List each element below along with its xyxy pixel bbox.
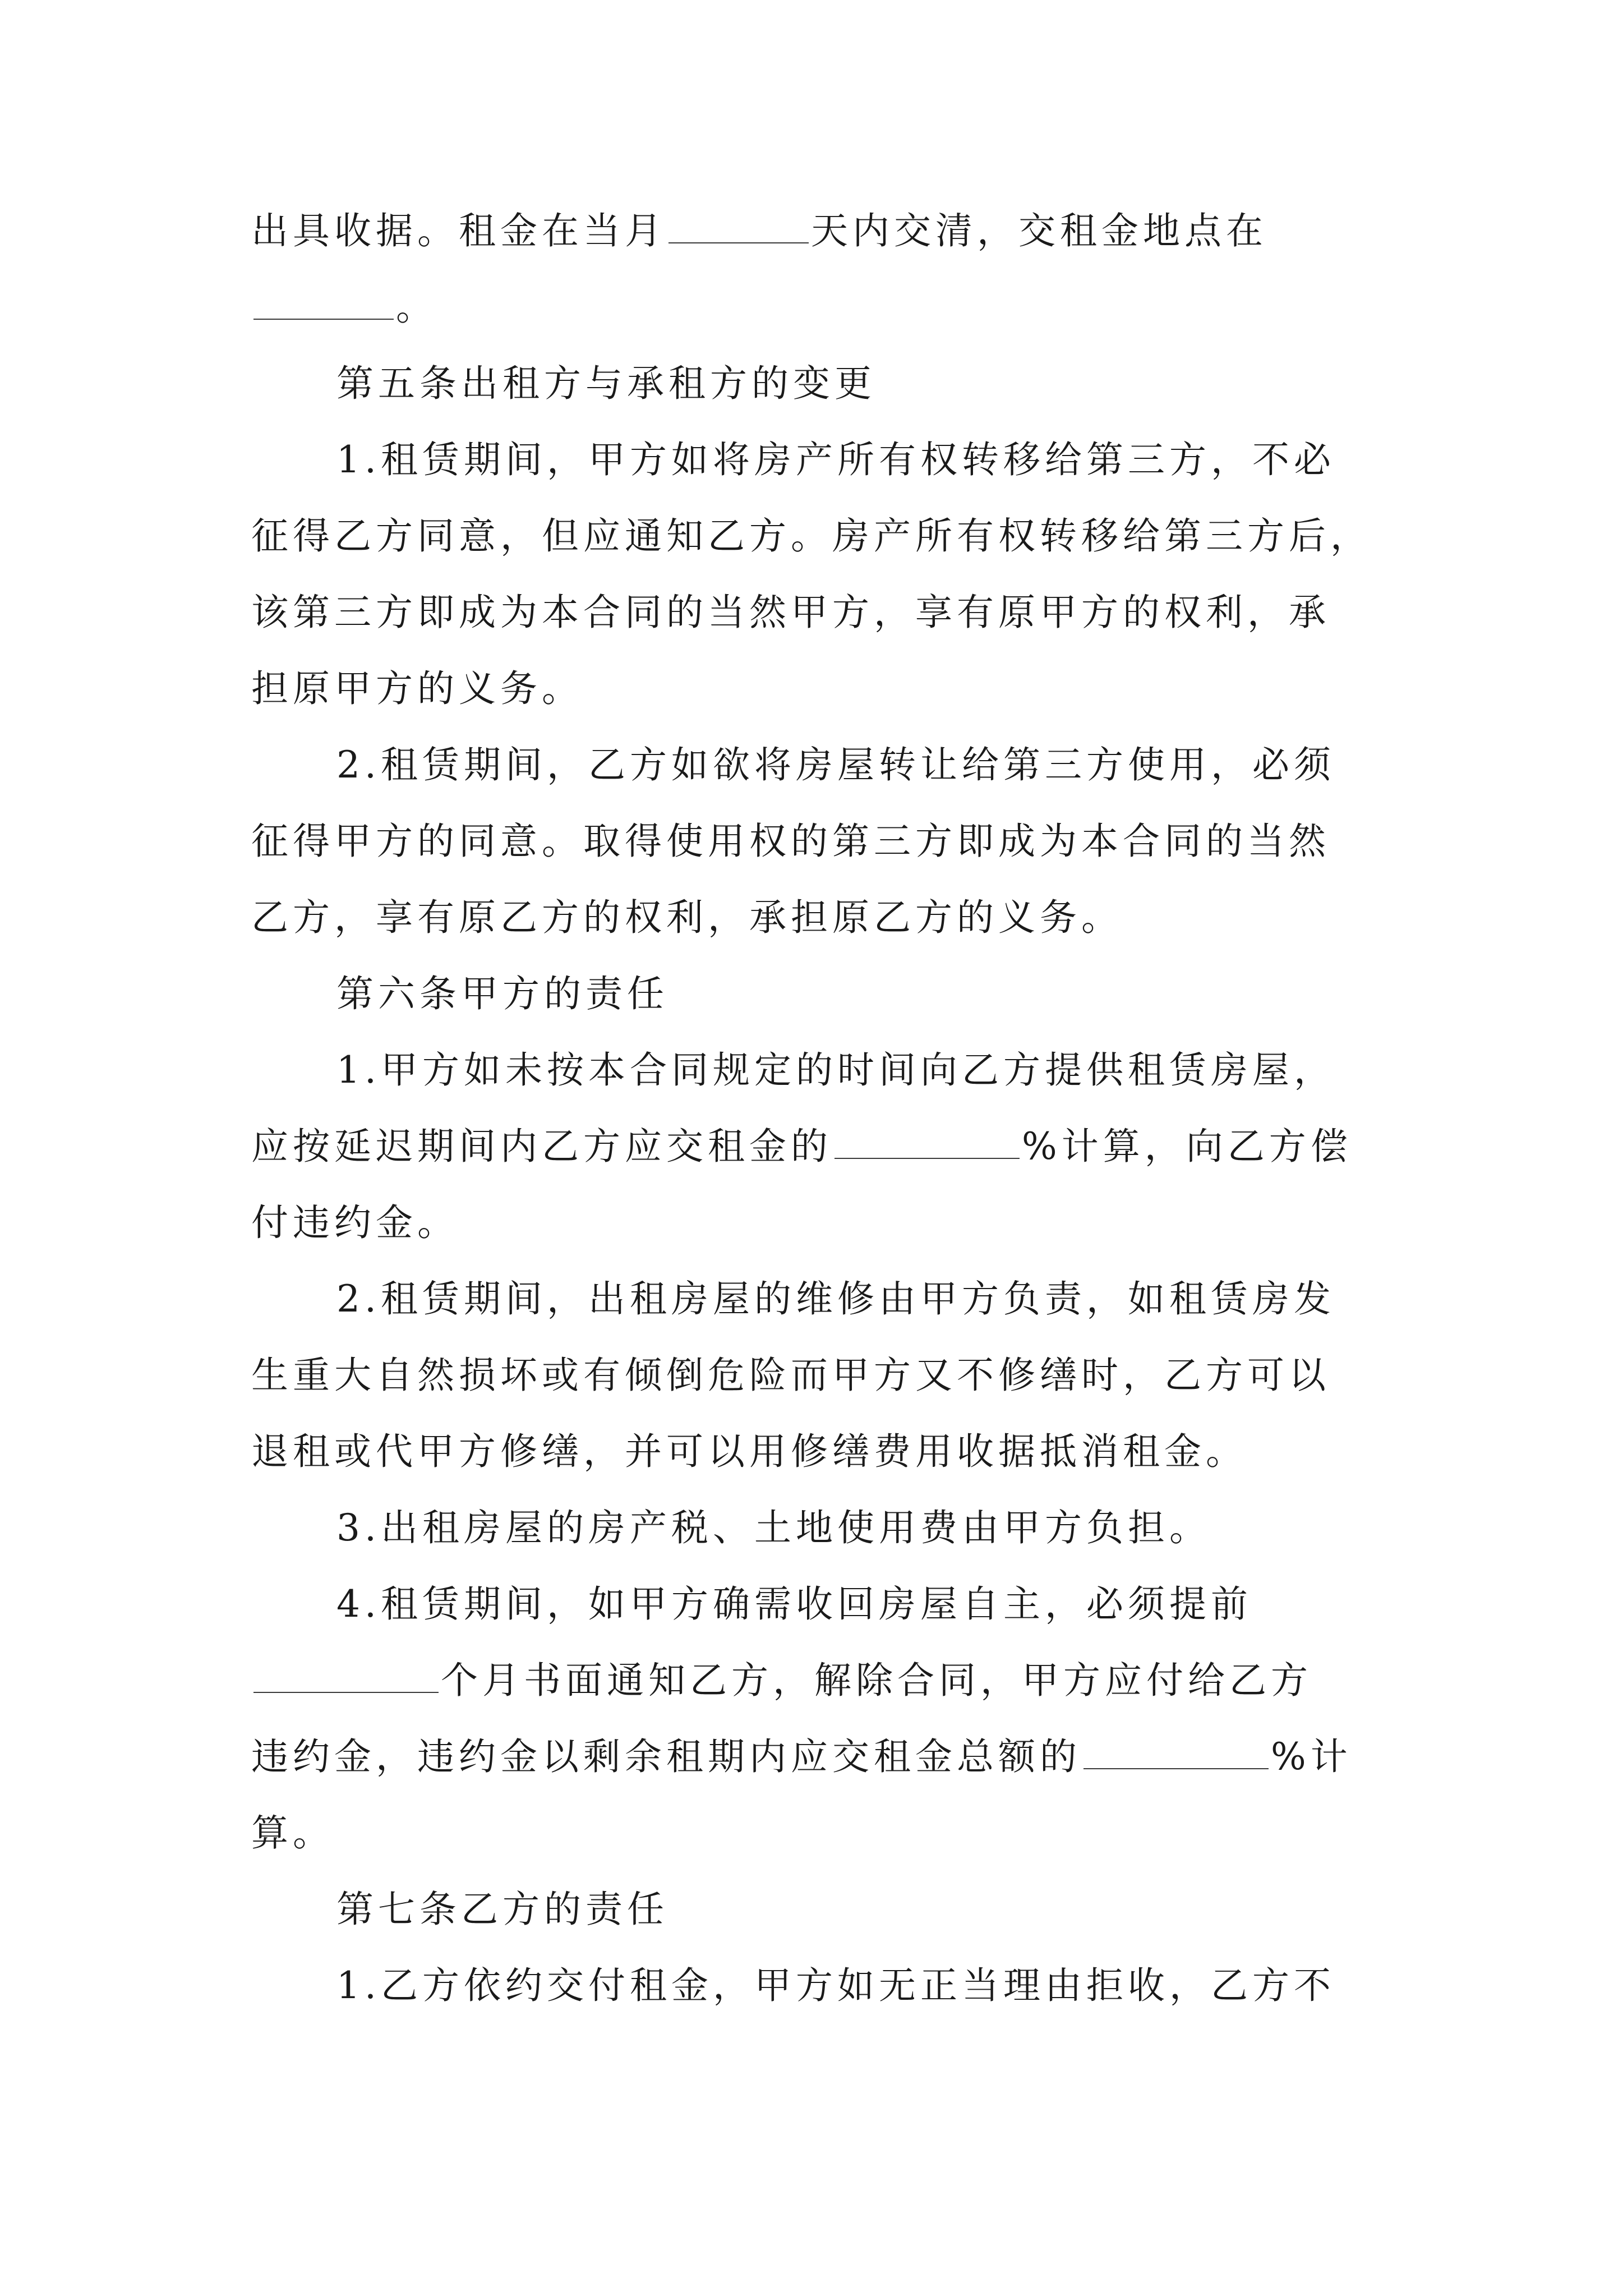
paragraph-line: 担原甲方的义务。 [251,667,583,710]
fill-in-blank [253,1662,439,1693]
line-text: 出具收据。租金在当月 [251,209,666,252]
paragraph-line [251,285,1390,329]
line-text: %计 [1271,1735,1352,1778]
line-text: 天内交清，交租金地点在 [811,209,1267,252]
paragraph-line [251,1734,1390,1779]
paragraph-line: 付违约金。 [251,1201,459,1244]
paragraph-line: 3.出租房屋的房产税、土地使用费由甲方负担。 [336,1506,1211,1549]
line-text: 应按延迟期间内乙方应交租金的 [251,1125,832,1168]
paragraph-line: 征得乙方同意，但应通知乙方。房产所有权转移给第三方后， [251,514,1372,558]
line-text: 违约金，违约金以剩余租期内应交租金总额的 [251,1735,1081,1778]
paragraph-line: 征得甲方的同意。取得使用权的第三方即成为本合同的当然 [251,820,1330,863]
fill-in-blank [668,212,809,243]
line-text: %计算，向乙方偿 [1022,1125,1352,1168]
paragraph-line: 算。 [251,1811,334,1855]
line-text: 个月书面通知乙方，解除合同，甲方应付给乙方 [441,1659,1312,1702]
paragraph-line: 该第三方即成为本合同的当然甲方，享有原甲方的权利，承 [251,591,1330,634]
section-heading: 第七条乙方的责任 [336,1888,668,1931]
paragraph-line: 乙方，享有原乙方的权利，承担原乙方的义务。 [251,896,1123,939]
paragraph-line [251,1658,1390,1703]
paragraph-line: 生重大自然损坏或有倾倒危险而甲方又不修缮时，乙方可以 [251,1354,1330,1397]
section-heading: 第六条甲方的责任 [336,972,668,1015]
paragraph-line [251,209,1390,253]
paragraph-line: 2.租赁期间，乙方如欲将房屋转让给第三方使用，必须 [336,743,1335,786]
section-heading: 第五条出租方与承租方的变更 [336,362,876,405]
fill-in-blank [834,1128,1020,1159]
paragraph-line: 4.租赁期间，如甲方确需收回房屋自主，必须提前 [336,1582,1252,1626]
paragraph-line [251,1124,1390,1168]
paragraph-line: 2.租赁期间，出租房屋的维修由甲方负责，如租赁房发 [336,1277,1335,1320]
paragraph-line: 退租或代甲方修缮，并可以用修缮费用收据抵消租金。 [251,1430,1247,1473]
paragraph-line: 1.甲方如未按本合同规定的时间向乙方提供租赁房屋， [336,1048,1335,1092]
paragraph-line: 1.乙方依约交付租金，甲方如无正当理由拒收，乙方不 [336,1964,1335,2007]
fill-in-blank [1083,1738,1269,1769]
line-text: 。 [396,286,437,329]
paragraph-line: 1.租赁期间，甲方如将房产所有权转移给第三方，不必 [336,438,1335,481]
fill-in-blank [253,288,394,320]
